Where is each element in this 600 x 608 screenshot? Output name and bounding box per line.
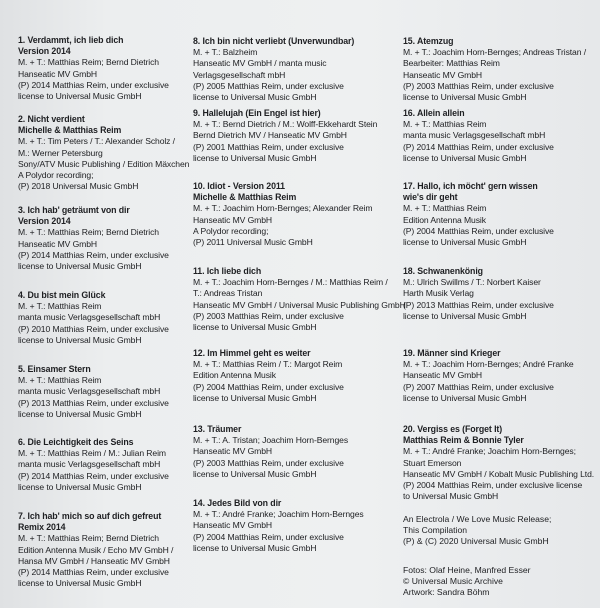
track-credit-line: T.: Andreas Tristan [193, 288, 263, 299]
release-info-line: This Compilation [403, 525, 467, 536]
track-credit-line: (P) 2014 Matthias Reim, under exclusive [18, 249, 169, 260]
track-credit-line: (P) 2005 Matthias Reim, under exclusive [193, 80, 344, 91]
track-credit-line: manta music Verlagsgesellschaft mbH [18, 386, 161, 397]
track-entry [403, 424, 598, 502]
track-credit-line: M. + T.: Matthias Reim; Bernd Dietrich [18, 227, 159, 238]
track-credit-line: (P) 2004 Matthias Reim, under exclusive [193, 381, 344, 392]
track-credit-line: M. + T.: Matthias Reim; Bernd Dietrich [18, 57, 159, 68]
track-credit-line: (P) 2018 Universal Music GmbH [18, 181, 139, 192]
photo-credits [403, 565, 598, 599]
track-credit-line: Hanseatic MV GmbH [193, 520, 273, 531]
track-credit-line: license to Universal Music GmbH [403, 152, 527, 163]
track-title: 8. Ich bin nicht verliebt (Unverwundbar) [193, 36, 355, 46]
track-entry [18, 35, 186, 102]
track-credit-line: license to Universal Music GmbH [193, 392, 317, 403]
release-info-line: (P) & (C) 2020 Universal Music GmbH [403, 536, 549, 547]
track-title: 12. Im Himmel geht es weiter [193, 348, 311, 358]
track-title: 14. Jedes Bild von dir [193, 498, 282, 508]
track-title: 2. Nicht verdient Michelle & Matthias Reim [18, 114, 122, 136]
track-credit-line: license to Universal Music GmbH [403, 92, 527, 103]
track-credit-line: license to Universal Music GmbH [193, 468, 317, 479]
track-title: 7. Ich hab' mich so auf dich gefreut Remix 2014 [18, 511, 162, 533]
track-credit-line: M. + T.: Matthias Reim [18, 375, 102, 386]
track-credit-line: Edition Antenna Musik [193, 370, 276, 381]
track-credit-line: Hanseatic MV GmbH [18, 238, 98, 249]
track-credit-line: license to Universal Music GmbH [403, 237, 527, 248]
track-credit-line: (P) 2003 Matthias Reim, under exclusive [193, 457, 344, 468]
track-title: 5. Einsamer Stern [18, 364, 91, 374]
track-credit-line: M. + T.: Balzheim [193, 47, 258, 58]
track-credit-line: (P) 2004 Matthias Reim, under exclusive license [403, 480, 583, 491]
track-credit-line: Stuart Emerson [403, 457, 462, 468]
track-credit-line: (P) 2014 Matthias Reim, under exclusive [18, 79, 169, 90]
track-credit-line: manta music Verlagsgesellschaft mbH [403, 130, 546, 141]
track-credit-line: Hanseatic MV GmbH [193, 214, 273, 225]
track-credit-line: (P) 2003 Matthias Reim, under exclusive [193, 310, 344, 321]
track-credit-line: to Universal Music GmbH [403, 491, 499, 502]
track-credit-line: license to Universal Music GmbH [18, 481, 142, 492]
track-entry [18, 290, 186, 346]
track-credit-line: Edition Antenna Musik [403, 214, 486, 225]
track-credit-line: A Polydor recording; [18, 170, 94, 181]
track-title: 17. Hallo, ich möcht' gern wissen wie's dir geht [403, 181, 538, 203]
track-title: 6. Die Leichtigkeit des Seins [18, 437, 134, 447]
track-title: 11. Ich liebe dich [193, 266, 262, 276]
track-credit-line: license to Universal Music GmbH [403, 392, 527, 403]
track-credit-line: manta music Verlagsgesellschaft mbH [18, 459, 161, 470]
track-credit-line: A Polydor recording; [193, 225, 269, 236]
track-title: 9. Hallelujah (Ein Engel ist hier) [193, 108, 321, 118]
track-credit-line: M. + T.: Joachim Horn-Bernges; Alexander Reim [193, 203, 373, 214]
track-credit-line: (P) 2014 Matthias Reim, under exclusive [18, 470, 169, 481]
track-credit-line: M. + T.: Joachim Horn-Bernges; Andreas Tristan / [403, 47, 586, 58]
track-credit-line: license to Universal Music GmbH [18, 91, 142, 102]
track-credit-line: Hanseatic MV GmbH [18, 68, 98, 79]
track-entry [193, 266, 406, 333]
track-entry [18, 364, 186, 420]
track-credit-line: M. + T.: Tim Peters / T.: Alexander Scholz / [18, 136, 175, 147]
track-credit-line: (P) 2007 Matthias Reim, under exclusive [403, 381, 554, 392]
track-credit-line: (P) 2004 Matthias Reim, under exclusive [403, 225, 554, 236]
track-credit-line: Sony/ATV Music Publishing / Edition Mäxchen [18, 158, 190, 169]
track-credit-line: Hanseatic MV GmbH [403, 69, 483, 80]
track-credit-line: license to Universal Music GmbH [193, 152, 317, 163]
track-credit-line: Hanseatic MV GmbH / Kobalt Music Publishing Ltd. [403, 468, 595, 479]
track-credit-line: manta music Verlagsgesellschaft mbH [18, 312, 161, 323]
track-credit-line: M. + T.: Matthias Reim [18, 301, 102, 312]
track-credit-line: M. + T.: Matthias Reim [403, 119, 487, 130]
track-title: 1. Verdammt, ich lieb dich Version 2014 [18, 35, 124, 57]
track-entry [403, 181, 598, 248]
track-entry [193, 348, 391, 404]
track-entry [18, 205, 186, 272]
track-entry [403, 348, 598, 404]
track-entry [403, 266, 598, 322]
track-credit-line: (P) 2013 Matthias Reim, under exclusive [18, 397, 169, 408]
photo-credits-line: Fotos: Olaf Heine, Manfred Esser [403, 565, 531, 575]
track-credit-line: (P) 2010 Matthias Reim, under exclusive [18, 323, 169, 334]
track-credit-line: M. + T.: Matthias Reim; Bernd Dietrich [18, 533, 159, 544]
track-credit-line: M. + T.: Joachim Horn-Bernges; André Franke [403, 359, 574, 370]
track-credit-line: (P) 2014 Matthias Reim, under exclusive [403, 141, 554, 152]
track-title: 4. Du bist mein Glück [18, 290, 106, 300]
track-credit-line: M. + T.: André Franke; Joachim Horn-Bernges; [403, 446, 576, 457]
track-credit-line: M. + T.: A. Tristan; Joachim Horn-Bernges [193, 435, 349, 446]
photo-credits-line: © Universal Music Archive [403, 576, 503, 587]
track-credit-line: M.: Werner Petersburg [18, 147, 103, 158]
track-title: 3. Ich hab' geträumt von dir Version 2014 [18, 205, 130, 227]
track-credit-line: (P) 2014 Matthias Reim, under exclusive [18, 567, 169, 578]
track-title: 18. Schwanenkönig [403, 266, 483, 276]
track-credit-line: (P) 2003 Matthias Reim, under exclusive [403, 80, 554, 91]
track-entry [193, 108, 391, 164]
track-title: 10. Idiot - Version 2011 Michelle & Matthias Reim [193, 181, 297, 203]
track-entry [18, 114, 190, 192]
track-credit-line: Hanseatic MV GmbH / manta music [193, 58, 327, 69]
track-credit-line: M. + T.: Matthias Reim / M.: Julian Reim [18, 448, 166, 459]
track-credit-line: M.: Ulrich Swillms / T.: Norbert Kaiser [403, 277, 541, 288]
track-credit-line: Edition Antenna Musik / Echo MV GmbH / [18, 544, 174, 555]
track-entry [18, 511, 186, 589]
track-entry [193, 498, 391, 554]
track-credit-line: M. + T.: Bernd Dietrich / M.: Wolff-Ekkehardt Stein [193, 119, 378, 130]
track-credit-line: license to Universal Music GmbH [18, 334, 142, 345]
track-credit-line: license to Universal Music GmbH [193, 322, 317, 333]
track-credit-line: M. + T.: Matthias Reim [403, 203, 487, 214]
track-credit-line: Harth Musik Verlag [403, 288, 474, 299]
track-title: 19. Männer sind Krieger [403, 348, 501, 358]
track-credit-line: license to Universal Music GmbH [403, 310, 527, 321]
track-entry [18, 437, 186, 493]
track-title: 13. Träumer [193, 424, 242, 434]
track-credit-line: M. + T.: Matthias Reim / T.: Margot Reim [193, 359, 343, 370]
release-info-line: An Electrola / We Love Music Release; [403, 514, 552, 524]
track-credit-line: license to Universal Music GmbH [18, 578, 142, 589]
track-credit-line: license to Universal Music GmbH [193, 92, 317, 103]
photo-credits-line: Artwork: Sandra Böhm [403, 587, 490, 598]
track-title: 16. Allein allein [403, 108, 465, 118]
track-credit-line: license to Universal Music GmbH [18, 261, 142, 272]
track-credit-line: Hansa MV GmbH / Hanseatic MV GmbH [18, 555, 170, 566]
track-entry [193, 36, 391, 103]
track-entry [193, 424, 391, 480]
track-credit-line: license to Universal Music GmbH [18, 408, 142, 419]
track-credit-line: (P) 2001 Matthias Reim, under exclusive [193, 141, 344, 152]
release-info [403, 514, 598, 548]
track-credit-line: Bearbeiter: Matthias Reim [403, 58, 500, 69]
track-title: 20. Vergiss es (Forget It) Matthias Reim & Bonnie Tyler [403, 424, 524, 446]
track-credit-line: (P) 2013 Matthias Reim, under exclusive [403, 299, 554, 310]
track-credit-line: license to Universal Music GmbH [193, 542, 317, 553]
track-entry [403, 36, 598, 103]
track-credit-line: (P) 2004 Matthias Reim, under exclusive [193, 531, 344, 542]
track-entry [403, 108, 598, 164]
track-credit-line: M. + T.: André Franke; Joachim Horn-Bernges [193, 509, 364, 520]
track-credit-line: Bernd Dietrich MV / Hanseatic MV GmbH [193, 130, 347, 141]
track-credit-line: (P) 2011 Universal Music GmbH [193, 237, 313, 248]
track-title: 15. Atemzug [403, 36, 454, 46]
track-credit-line: Hanseatic MV GmbH / Universal Music Publishing GmbH [193, 299, 406, 310]
track-credit-line: Verlagsgesellschaft mbH [193, 69, 286, 80]
track-entry [193, 181, 391, 248]
track-credit-line: Hanseatic MV GmbH [193, 446, 273, 457]
track-credit-line: Hanseatic MV GmbH [403, 370, 483, 381]
track-credit-line: M. + T.: Joachim Horn-Bernges / M.: Matthias Reim / [193, 277, 388, 288]
